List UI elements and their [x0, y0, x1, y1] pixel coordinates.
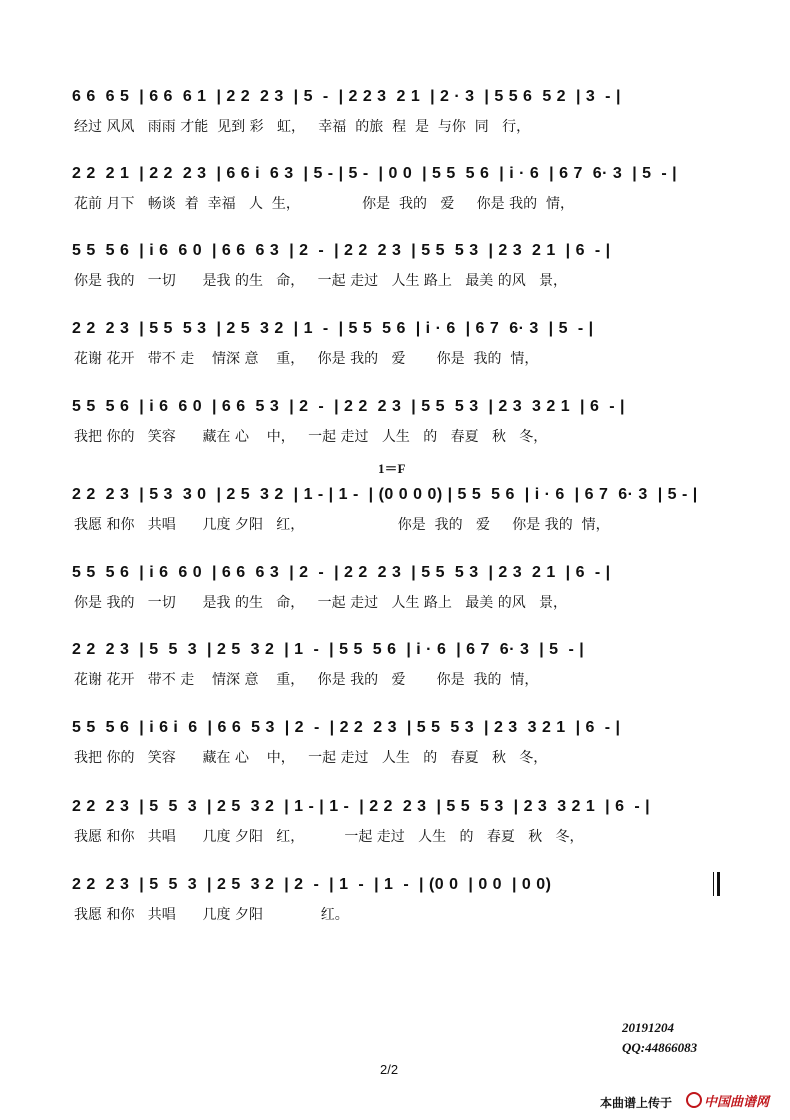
score-system	[72, 796, 722, 856]
lyrics-line: 花前 月下 畅谈 着 幸福 人 生， 你是 我的 爱 你是 我的 情，	[74, 196, 575, 212]
score-system	[72, 639, 722, 699]
site-logo[interactable]	[686, 1090, 786, 1110]
score-system	[72, 318, 722, 378]
notes-line: 2 2 2 3 | 5 5 3 | 2 5 3 2 | 1 - | 1 - | 2 2 2 3 | 5 5 5 3 | 2 3 3 2 1 | 6 - |	[72, 798, 651, 815]
notes-line: 6 6 6 5 | 6 6 6 1 | 2 2 2 3 | 5 - | 2 2 3 2 1 | 2 · 3 | 5 5 6 5 2 | 3 - |	[72, 88, 621, 105]
lyrics-line: 我把 你的 笑容 藏在 心 中， 一起 走过 人生 的 春夏 秋 冬，	[74, 750, 548, 766]
lyrics-line: 你是 我的 一切 是我 的生 命， 一起 走过 人生 路上 最美 的风 景，	[74, 595, 568, 611]
score-system	[72, 717, 722, 777]
notes-line: 2 2 2 3 | 5 5 3 | 2 5 3 2 | 2 - | 1 - | 1 - | (0 0 | 0 0 | 0 0)	[72, 876, 552, 893]
lyrics-line: 我愿 和你 共唱 几度 夕阳 红。	[74, 907, 349, 923]
logo-icon	[686, 1092, 702, 1108]
score-system	[72, 484, 722, 544]
notes-line: 2 2 2 1 | 2 2 2 3 | 6 6 i 6 3 | 5 - | 5 - | 0 0 | 5 5 5 6 | i · 6 | 6 7 6· 3 | 5 - |	[72, 165, 678, 182]
footer-date: 20191204	[622, 1020, 674, 1035]
lyrics-line: 花谢 花开 带不 走 情深 意 重， 你是 我的 爱 你是 我的 情，	[74, 351, 539, 367]
lyrics-line: 花谢 花开 带不 走 情深 意 重， 你是 我的 爱 你是 我的 情，	[74, 672, 539, 688]
site-name: 中国曲谱网	[704, 1094, 770, 1110]
lyrics-line: 经过 风风 雨雨 才能 见到 彩 虹， 幸福 的旅 程 是 与你 同 行，	[74, 119, 531, 135]
score-system	[72, 396, 722, 456]
score-system	[72, 86, 722, 146]
final-barline	[713, 872, 720, 896]
notes-line: 5 5 5 6 | i 6 6 0 | 6 6 6 3 | 2 - | 2 2 2 3 | 5 5 5 3 | 2 3 2 1 | 6 - |	[72, 242, 611, 259]
score-system	[72, 874, 722, 934]
score-system	[72, 240, 722, 300]
notes-line: 2 2 2 3 | 5 3 3 0 | 2 5 3 2 | 1 - | 1 - | (0 0 0 0) | 5 5 5 6 | i · 6 | 6 7 6· 3 | 5 - |	[72, 486, 698, 503]
notes-line: 2 2 2 3 | 5 5 5 3 | 2 5 3 2 | 1 - | 5 5 5 6 | i · 6 | 6 7 6· 3 | 5 - |	[72, 320, 594, 337]
lyrics-line: 我把 你的 笑容 藏在 心 中， 一起 走过 人生 的 春夏 秋 冬，	[74, 429, 548, 445]
score-system	[72, 163, 722, 223]
notes-line: 5 5 5 6 | i 6 6 0 | 6 6 6 3 | 2 - | 2 2 2 3 | 5 5 5 3 | 2 3 2 1 | 6 - |	[72, 564, 611, 581]
key-marker: 1＝F	[378, 461, 406, 476]
lyrics-line: 我愿 和你 共唱 几度 夕阳 红， 你是 我的 爱 你是 我的 情，	[74, 517, 610, 533]
notes-line: 2 2 2 3 | 5 5 3 | 2 5 3 2 | 1 - | 5 5 5 6 | i · 6 | 6 7 6· 3 | 5 - |	[72, 641, 585, 658]
notes-line: 5 5 5 6 | i 6 i 6 | 6 6 5 3 | 2 - | 2 2 2 3 | 5 5 5 3 | 2 3 3 2 1 | 6 - |	[72, 719, 621, 736]
lyrics-line: 你是 我的 一切 是我 的生 命， 一起 走过 人生 路上 最美 的风 景，	[74, 273, 568, 289]
page-number: 2/2	[380, 1062, 399, 1077]
upload-text: 本曲谱上传于	[600, 1096, 673, 1110]
lyrics-line: 我愿 和你 共唱 几度 夕阳 红， 一起 走过 人生 的 春夏 秋 冬，	[74, 829, 584, 845]
score-system	[72, 562, 722, 622]
notes-line: 5 5 5 6 | i 6 6 0 | 6 6 5 3 | 2 - | 2 2 2 3 | 5 5 5 3 | 2 3 3 2 1 | 6 - |	[72, 398, 625, 415]
footer-qq: QQ:44866083	[622, 1040, 698, 1055]
